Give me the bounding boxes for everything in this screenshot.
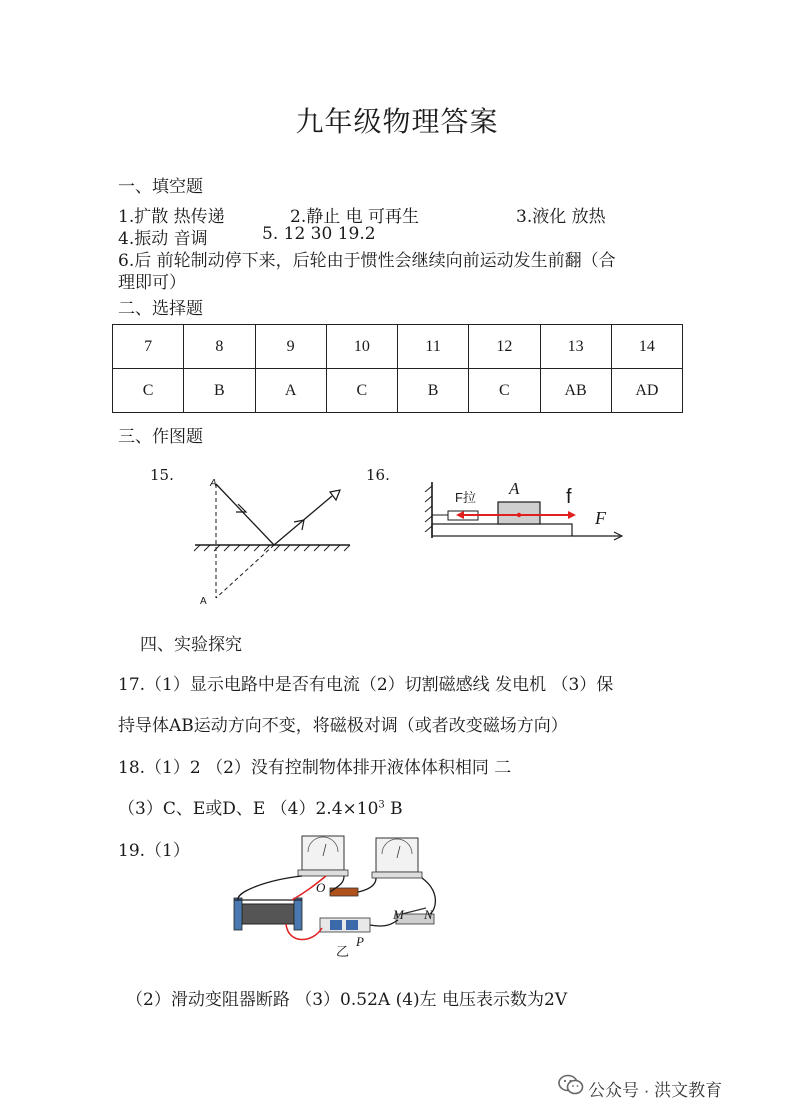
fill-answer-5: 5. 12 30 19.2: [262, 224, 376, 244]
q16-pull-label: F拉: [455, 490, 476, 505]
q19-label-m: M: [393, 907, 404, 922]
wechat-icon: [558, 1074, 584, 1100]
q18-line2-text: （3）C、E或D、E （4）2.4×10: [118, 799, 379, 819]
q17-line1: 17.（1）显示电路中是否有电流（2）切割磁感线 发电机 （3）保: [118, 675, 614, 695]
q19-label-n: N: [424, 907, 433, 922]
ammeter: [376, 838, 418, 872]
rheostat: [242, 904, 294, 924]
question-number-cell: 9: [255, 325, 326, 369]
fill-answer-1: 1.扩散 热传递: [118, 207, 225, 227]
answer-cell: C: [326, 369, 397, 413]
question-number-cell: 12: [469, 325, 540, 369]
answer-cell: A: [255, 369, 326, 413]
question-number-cell: 11: [398, 325, 469, 369]
friction-arrowhead: [568, 511, 576, 519]
table-row: [113, 369, 683, 413]
question-number-cell: 8: [184, 325, 255, 369]
section-experiment-heading: 四、实验探究: [140, 635, 242, 655]
question-number-cell: 10: [326, 325, 397, 369]
table-board: [432, 524, 572, 536]
voltmeter: [302, 836, 344, 870]
q19-line2: （2）滑动变阻器断路 （3）0.52A (4)左 电压表示数为2V: [126, 990, 568, 1010]
mirror-hatching: [194, 545, 350, 551]
fill-answer-4: 4.振动 音调: [118, 229, 208, 249]
section-choice-heading: 二、选择题: [118, 299, 203, 319]
answer-cell: C: [113, 369, 184, 413]
page-title: 九年级物理答案: [295, 105, 499, 138]
section-drawing-heading: 三、作图题: [118, 427, 203, 447]
q15-point-image: A: [200, 596, 207, 607]
question-number-cell: 14: [611, 325, 682, 369]
q17-line2: 持导体AB运动方向不变，将磁极对调（或者改变磁场方向）: [118, 716, 568, 736]
q18-line2: [118, 794, 403, 819]
center-point: [517, 513, 521, 517]
battery-box: [320, 918, 370, 932]
q15-label: 15.: [150, 466, 174, 484]
choice-answer-table: [112, 324, 683, 413]
q15-point-top: A: [210, 478, 217, 489]
answer-cell: AB: [540, 369, 611, 413]
table-row: [113, 325, 683, 369]
fill-answer-3: 3.液化 放热: [516, 207, 606, 227]
answer-cell: AD: [611, 369, 682, 413]
eye-icon: [330, 490, 340, 500]
q16-friction-label: f: [566, 486, 572, 508]
question-number-cell: 7: [113, 325, 184, 369]
image-extension-line: [216, 545, 274, 598]
q19-figure-caption: 乙: [336, 945, 350, 960]
answer-cell: B: [398, 369, 469, 413]
exponent: 3: [378, 799, 385, 811]
q18-line1: 18.（1）2 （2）没有控制物体排开液体体积相同 二: [118, 758, 512, 778]
q19-label-o: O: [316, 880, 326, 895]
q16-force-label: F: [595, 508, 606, 528]
incident-ray: [216, 484, 274, 545]
reflection-diagram: [190, 470, 360, 615]
footer-account: 公众号 · 洪文教育: [588, 1081, 723, 1100]
fill-answer-6-line1: 6.后 前轮制动停下来，后轮由于惯性会继续向前运动发生前翻（合: [118, 251, 616, 271]
pull-arrowhead: [456, 511, 464, 519]
fill-answer-6-line2: 理即可）: [118, 273, 186, 293]
fill-answer-2: 2.静止 电 可再生: [290, 207, 420, 227]
q18-line2-answer: B: [384, 799, 403, 819]
wall-hatching: [425, 486, 432, 532]
q19-label: 19.（1）: [118, 841, 190, 861]
q19-label-p: P: [356, 934, 364, 949]
q16-label: 16.: [366, 466, 390, 484]
q16-block-label: A: [509, 479, 520, 498]
answer-cell: B: [184, 369, 255, 413]
question-number-cell: 13: [540, 325, 611, 369]
answer-cell: C: [469, 369, 540, 413]
section-fill-heading: 一、填空题: [118, 177, 203, 197]
